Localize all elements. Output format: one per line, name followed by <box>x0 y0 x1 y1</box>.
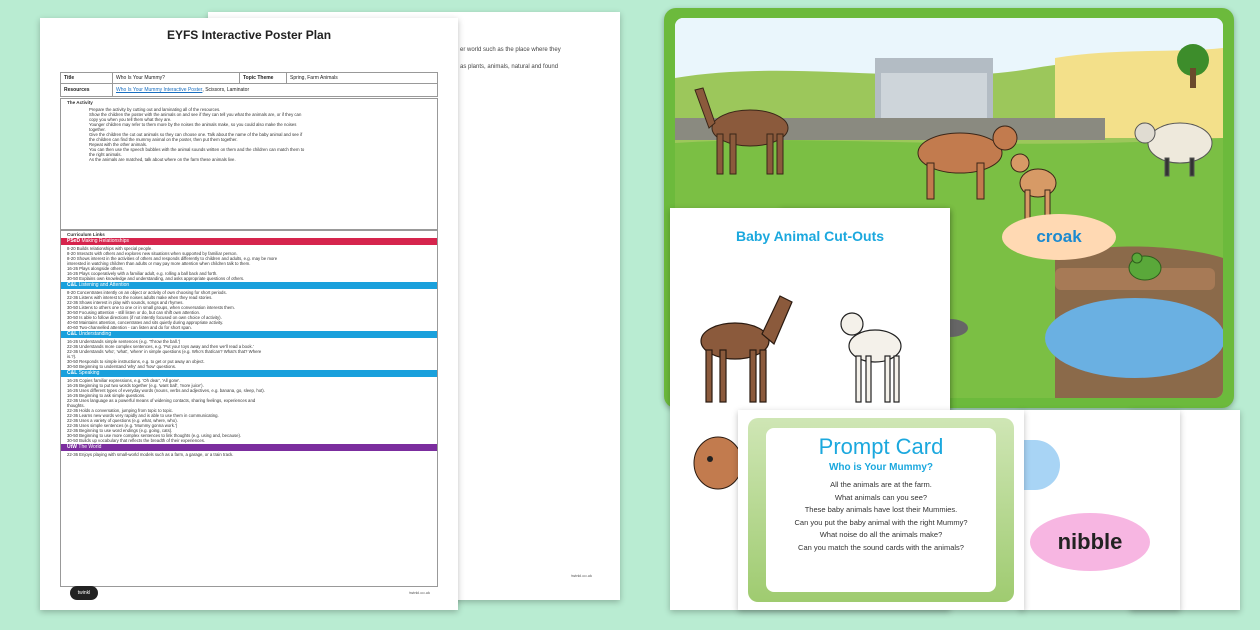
activity-list <box>61 106 437 163</box>
activity-line: Younger children may refer to them more by the noises the animals make, so you could also make the noises <box>89 122 297 127</box>
activity-line: You can then use the speech bubbles with the animal sounds written on them and the children can match them to <box>89 147 305 152</box>
section-statements <box>61 377 437 444</box>
theme-label: Topic Theme <box>240 73 287 83</box>
statement-line: 30-50 Builds up vocabulary that reflects the breadth of their experiences. <box>67 438 206 443</box>
section-statements <box>61 245 437 282</box>
statement-line: 22-36 Shows interest in play with sounds, songs and rhymes. <box>67 300 184 305</box>
section-statements <box>61 338 437 370</box>
section-code: C&L <box>67 331 79 337</box>
statement-line: 30-50 Listens to others one to one or in small groups, when conversation interests them. <box>67 305 235 310</box>
twinkl-logo: twinkl <box>70 586 98 600</box>
activity-line: together. <box>89 127 106 132</box>
resources-link[interactable]: Who Is Your Mummy Interactive Poster <box>116 87 203 93</box>
info-table <box>60 72 438 97</box>
statement-line: 8-20 Shows interest in the activities of others and responds differently to children and adults, e.g. may be more <box>67 256 278 261</box>
resources-label: Resources <box>61 84 113 96</box>
curriculum-section-header <box>61 444 437 451</box>
section-name: Listening and Attention <box>78 282 130 288</box>
prompt-card <box>738 410 1024 610</box>
back-sheet-line: er world such as the place where they <box>460 47 561 53</box>
baby-animals-illustration <box>680 286 940 406</box>
prompt-card-panel <box>766 428 996 592</box>
statement-line: is.?). <box>67 354 77 359</box>
activity-line: Repeat with the other animals. <box>89 142 148 147</box>
statement-line: 30-50 Beginning to understand 'why' and 'how' questions. <box>67 364 177 369</box>
prompt-question: What animals can you see? <box>834 492 928 502</box>
statement-line: 40-60 Maintains attention, concentrates and sits quietly during appropriate activity. <box>67 320 224 325</box>
statement-line: 30-50 Is able to follow directions (if not intently focused on own choice of activity). <box>67 315 222 320</box>
statement-line: 30-50 Explains own knowledge and understanding, and asks appropriate questions of others. <box>67 276 245 281</box>
statement-line: 16-26 Uses different types of everyday words (nouns, verbs and adjectives, e.g. banana, go, sleep, hot). <box>67 388 265 393</box>
statement-line: 8-20 Concentrates intently on an object or activity of own choosing for short periods. <box>67 290 227 295</box>
statement-line: 30-50 Focusing attention - still listen or do, but can shift own attention. <box>67 310 201 315</box>
statement-line: thoughts. <box>67 403 85 408</box>
curriculum-section-header <box>61 282 437 289</box>
speech-bubble-nibble[interactable] <box>1030 513 1150 571</box>
statement-line: 22-36 Uses simple sentences (e.g. 'Mummy gonna work.') <box>67 423 178 428</box>
curriculum-section-header <box>61 238 437 245</box>
croak-word: croak <box>1036 227 1082 246</box>
section-name: Understanding <box>78 331 112 337</box>
back-sheet-footer: twinkl.co.uk <box>571 573 592 578</box>
blue-bubble-partial <box>1020 440 1060 490</box>
planning-document <box>40 18 458 610</box>
statement-line: 22-36 Learns new words very rapidly and is able to use them in communicating. <box>67 413 219 418</box>
statement-line: 22-36 Holds a conversation, jumping from topic to topic. <box>67 408 174 413</box>
statement-line: 22-36 Uses language as a powerful means of widening contacts, sharing feelings, experiences and <box>67 398 256 403</box>
activity-line: copy you when you tell them what they are. <box>89 117 172 122</box>
statement-line: 16-26 Copies familiar expressions, e.g. 'Oh dear', 'All gone'. <box>67 378 181 383</box>
activity-line: the children can find the mummy animal on the poster, then put them together. <box>89 137 238 142</box>
prompt-card-title: Prompt Card <box>818 434 944 459</box>
activity-line: Prepare the activity by cutting out and laminating all of the resources. <box>89 107 221 112</box>
curriculum-section <box>60 230 438 587</box>
speech-bubble-croak[interactable] <box>1002 214 1116 260</box>
section-name: Making Relationships <box>81 238 129 244</box>
theme-value: Spring, Farm Animals <box>290 75 338 81</box>
section-code: PSeD <box>67 238 82 244</box>
prompt-question: These baby animals have lost their Mummies. <box>804 505 958 514</box>
foal-illustration <box>701 296 792 402</box>
lamb-illustration <box>841 313 901 402</box>
statement-line: 22-36 Uses a variety of questions (e.g. what, where, who). <box>67 418 178 423</box>
plan-footer: twinkl.co.uk <box>409 590 430 595</box>
curriculum-section-header <box>61 370 437 377</box>
statement-line: 30-50 Beginning to use more complex sentences to link thoughts (e.g. using and, because). <box>67 433 242 438</box>
section-name: Speaking <box>78 370 100 376</box>
statement-line: 16-26 Beginning to put two words together (e.g. 'want ball', 'more juice'). <box>67 383 204 388</box>
back-sheet-line: as plants, animals, natural and found <box>460 64 559 70</box>
nibble-word: nibble <box>1057 529 1123 554</box>
prompt-question: What noise do all the animals make? <box>819 530 943 539</box>
statement-line: 22-36 Understands more complex sentences, e.g. 'Put your toys away and then we'll read a book.' <box>67 344 254 349</box>
section-code: C&L <box>67 282 79 288</box>
sound-card-back-2 <box>1020 410 1180 610</box>
statement-line: 22-36 Beginning to use word endings (e.g. going, cats). <box>67 428 173 433</box>
prompt-card-subtitle: Who is Your Mummy? <box>828 462 934 473</box>
curriculum-section-header <box>61 331 437 338</box>
section-statements <box>61 451 437 458</box>
cutouts-title: Baby Animal Cut-Outs <box>735 228 885 244</box>
activity-heading: The Activity <box>67 100 93 105</box>
statement-line: 22-36 Understands 'who', 'what', 'where' in simple questions (e.g. Who's that/can? What's that? Where <box>67 349 262 354</box>
section-code: UtW <box>67 444 79 450</box>
statement-line: 22-36 Enjoys playing with small-world models such as a farm, a garage, or a train track. <box>67 452 234 457</box>
statement-line: 30-50 Responds to simple instructions, e.g. to get or put away an object. <box>67 359 205 364</box>
statement-line: interested in watching children than adults or may pay more attention when children talk to them. <box>67 261 251 266</box>
activity-line: Give the children the cut out animals so they can choose one. Talk about the name of the baby animal and see if <box>89 132 303 137</box>
prompt-question: All the animals are at the farm. <box>830 480 932 489</box>
statement-line: 8-20 Builds relationships with special people. <box>67 246 153 251</box>
title-value: Who Is Your Mummy? <box>113 73 240 83</box>
activity-section <box>60 98 438 230</box>
curriculum-links <box>61 238 437 458</box>
document-title: EYFS Interactive Poster Plan <box>166 28 332 42</box>
curriculum-heading: Curriculum Links <box>67 232 105 237</box>
resources-rest: , Scissors, Laminator <box>202 87 250 93</box>
section-name: The World <box>78 444 102 450</box>
statement-line: 8-20 Interacts with others and explores new situations when supported by familiar person. <box>67 251 238 256</box>
activity-line: As the animals are matched, talk about where on the farm these animals live. <box>89 157 236 162</box>
statement-line: 16-26 Understands simple sentences (e.g. 'Throw the ball.') <box>67 339 181 344</box>
statement-line: 16-26 Plays alongside others. <box>67 266 124 271</box>
title-label: Title <box>61 73 113 83</box>
activity-line: Show the children the poster with the animals on and see if they can tell you what the animals are, or if they can <box>89 112 302 117</box>
prompt-card-questions <box>766 479 996 554</box>
prompt-question: Can you put the baby animal with the right Mummy? <box>794 517 968 527</box>
section-statements <box>61 289 437 331</box>
statement-line: 40-60 Two-channelled attention - can listen and do for short span. <box>67 325 192 330</box>
section-code: C&L <box>67 370 79 376</box>
statement-line: 16-26 Plays cooperatively with a familiar adult, e.g. rolling a ball back and forth. <box>67 271 218 276</box>
statement-line: 22-36 Listens with interest to the noises adults make when they read stories. <box>67 295 213 300</box>
activity-line: the right animals. <box>89 152 122 157</box>
statement-line: 16-26 Beginning to ask simple questions. <box>67 393 146 398</box>
prompt-question: Can you match the sound cards with the animals? <box>798 542 964 552</box>
